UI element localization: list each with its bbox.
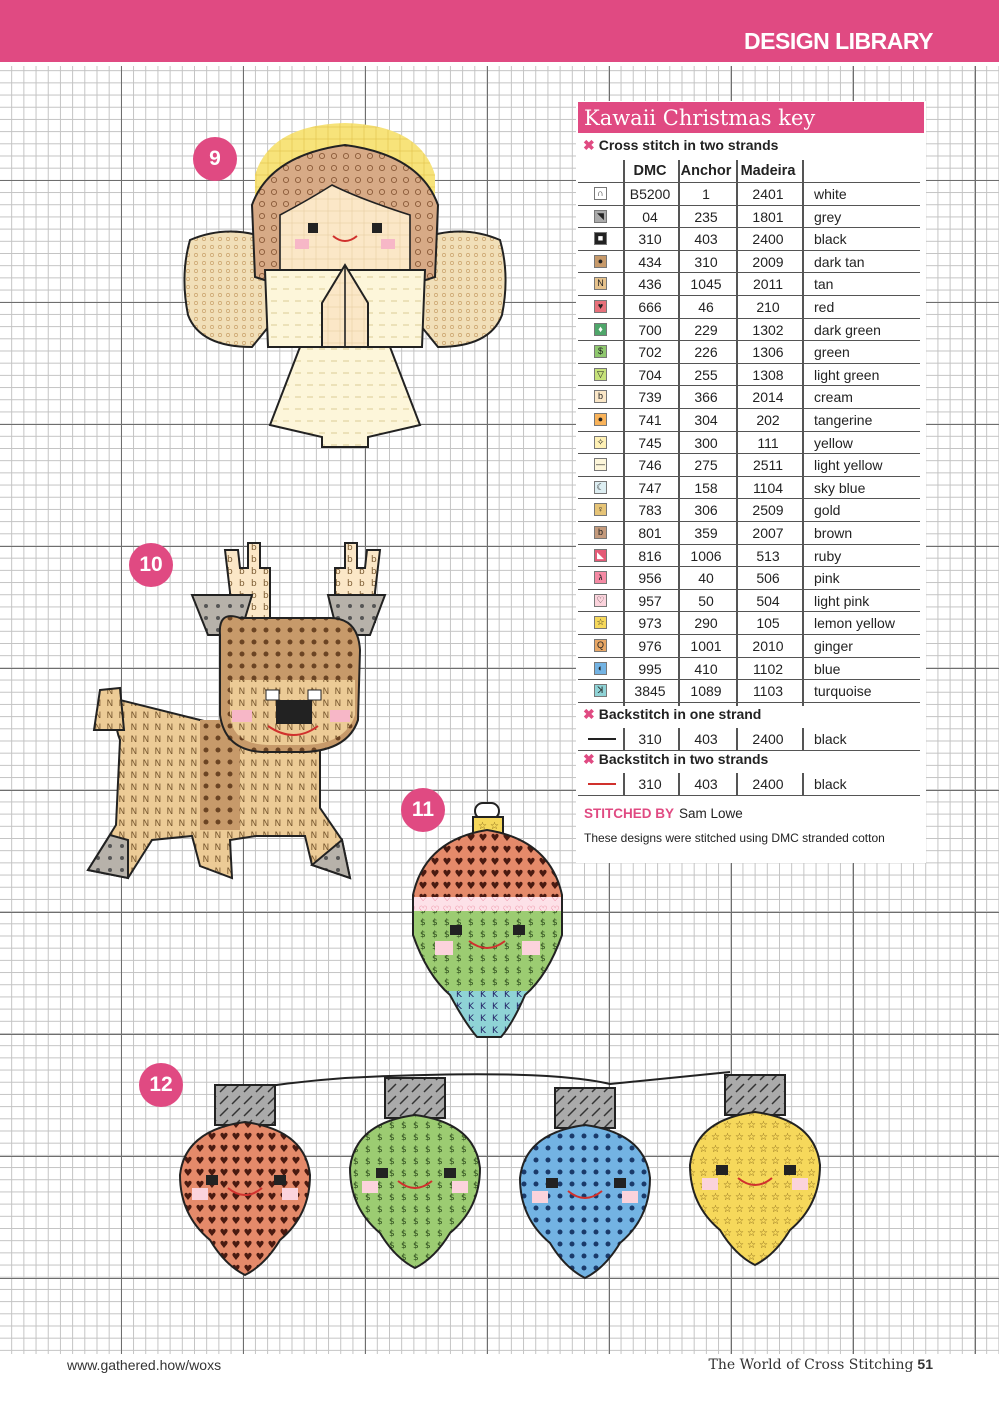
thread-row (578, 386, 920, 409)
thread-row (578, 228, 920, 251)
anchor-code: 1045 (690, 276, 722, 293)
thread-row (578, 409, 920, 432)
anchor-code: 304 (694, 412, 718, 428)
color-name: white (814, 186, 847, 202)
color-name: dark tan (814, 253, 865, 270)
anchor-code: 300 (694, 434, 718, 451)
color-name: black (814, 231, 847, 248)
design-number-badge: 9 (193, 137, 237, 181)
stitched-by-label: STITCHED BY (584, 806, 675, 821)
thread-row (578, 364, 920, 387)
dmc-code: 746 (638, 457, 662, 474)
color-name: ginger (814, 638, 853, 654)
thread-row (578, 522, 920, 545)
thread-symbol-icon: ♦ (594, 323, 607, 336)
madeira-code: 1306 (752, 344, 784, 361)
design-number-badge: 11 (401, 788, 445, 832)
thread-symbol-icon: ● (594, 255, 607, 268)
dmc-code: 956 (638, 570, 662, 587)
anchor-code: 1001 (690, 638, 722, 654)
madeira-code: 2007 (752, 525, 784, 541)
thread-row (578, 658, 920, 681)
footer-magazine (709, 1356, 933, 1373)
thread-row (578, 183, 920, 206)
madeira-code: 2511 (752, 457, 784, 474)
backstitch-one-row (578, 728, 920, 751)
header-banner (0, 0, 999, 62)
thread-symbol-icon: ◣ (594, 549, 607, 562)
thread-symbol-icon: ♥ (594, 300, 607, 313)
anchor-code: 226 (694, 344, 718, 361)
madeira-code: 1104 (752, 479, 784, 496)
thread-row (578, 251, 920, 274)
color-name: blue (814, 660, 841, 677)
madeira-code: 210 (756, 299, 780, 315)
madeira-code: 504 (756, 592, 780, 609)
madeira-code: 506 (756, 570, 780, 587)
color-name: green (814, 344, 850, 361)
color-name: brown (814, 525, 853, 541)
anchor-code: 366 (694, 389, 718, 406)
madeira-code: 2509 (752, 502, 784, 519)
thread-row (578, 635, 920, 658)
thread-row (578, 341, 920, 364)
thread-row (578, 319, 920, 342)
thread-row (578, 567, 920, 590)
madeira-code: 2400 (752, 776, 784, 792)
thread-symbol-icon: b (594, 390, 607, 403)
madeira-code: 1102 (752, 660, 784, 677)
thread-symbol-icon: $ (594, 345, 607, 358)
thread-row (578, 296, 920, 319)
color-name: gold (814, 502, 841, 519)
thread-symbol-icon: ♀ (594, 503, 607, 516)
color-name: light pink (814, 592, 870, 609)
dmc-code: 801 (638, 525, 662, 541)
thread-symbol-icon: ☆ (594, 616, 607, 629)
dmc-code: 666 (638, 299, 662, 315)
thread-symbol-icon: ▽ (594, 368, 607, 381)
dmc-code: 973 (638, 615, 662, 632)
anchor-code: 40 (698, 570, 714, 587)
thread-row (578, 454, 920, 477)
footer-url[interactable]: www.gathered.how/woxs (67, 1357, 222, 1373)
madeira-code: 1801 (752, 208, 784, 225)
anchor-code: 1 (702, 186, 710, 202)
thread-symbol-icon: ☾ (594, 481, 607, 494)
backstitch-two-row (578, 773, 920, 796)
thread-symbol-icon: Q (594, 639, 607, 652)
anchor-code: 275 (694, 457, 718, 474)
dmc-code: 3845 (634, 683, 666, 700)
thread-row (578, 680, 920, 703)
anchor-code: 235 (694, 208, 718, 225)
thread-note: These designs were stitched using DMC stranded cotton (584, 831, 885, 845)
color-name: ruby (814, 547, 842, 564)
cross-stitch-heading-label: Cross stitch in two strands (598, 137, 779, 153)
thread-symbol-icon: — (596, 459, 605, 470)
thread-row (578, 477, 920, 500)
madeira-column-header: Madeira (740, 163, 796, 179)
madeira-code: 2401 (752, 186, 784, 202)
thread-symbol-icon: ♡ (594, 594, 607, 607)
anchor-code: 310 (694, 253, 718, 270)
dmc-code: 310 (638, 776, 662, 792)
thread-symbol-icon: ג (594, 571, 607, 584)
anchor-code: 1006 (690, 547, 722, 564)
color-name: turquoise (814, 683, 872, 700)
dmc-code: 700 (638, 321, 662, 338)
backstitch-one-heading-label: Backstitch in one strand (598, 706, 762, 722)
dmc-code: 310 (638, 731, 662, 747)
anchor-code: 290 (694, 615, 718, 632)
thread-row (578, 206, 920, 229)
stitcher-name: Sam Lowe (679, 806, 743, 821)
thread-symbol-icon: ꓘ (594, 684, 607, 697)
color-name: tangerine (814, 412, 873, 428)
madeira-code: 2009 (752, 253, 784, 270)
anchor-column-header: Anchor (680, 163, 732, 179)
anchor-code: 50 (698, 592, 714, 609)
madeira-code: 111 (757, 434, 779, 451)
anchor-code: 1089 (690, 683, 722, 700)
anchor-code: 255 (694, 366, 718, 383)
key-header-row (578, 159, 920, 183)
anchor-code: 306 (694, 502, 718, 519)
dmc-code: 816 (638, 547, 662, 564)
dmc-code: 995 (638, 660, 662, 677)
thread-row (578, 432, 920, 455)
thread-symbol-icon: ✧ (594, 436, 607, 449)
color-name: pink (814, 570, 840, 587)
backstitch-two-heading (583, 751, 768, 768)
thread-row (578, 499, 920, 522)
color-name: tan (814, 276, 834, 293)
dmc-code: 704 (638, 366, 662, 383)
section-title: DESIGN LIBRARY (744, 28, 933, 54)
madeira-code: 1308 (752, 366, 784, 383)
design-number-badge: 10 (129, 543, 173, 587)
dmc-code: 702 (638, 344, 662, 361)
color-name: dark green (814, 321, 881, 338)
dmc-code: 310 (638, 231, 662, 248)
key-title: Kawaii Christmas key (578, 102, 924, 133)
dmc-code: 741 (638, 412, 662, 428)
thread-key-panel (576, 101, 926, 863)
dmc-code: 783 (638, 502, 662, 519)
color-name: black (814, 731, 847, 747)
backstitch-one-heading (583, 706, 761, 723)
color-name: red (814, 299, 835, 315)
design-number-badge: 12 (139, 1063, 183, 1107)
anchor-code: 410 (694, 660, 718, 677)
thread-symbol-icon: ◐ (594, 662, 607, 675)
anchor-code: 403 (694, 731, 718, 747)
anchor-code: 359 (694, 525, 718, 541)
dmc-code: 976 (638, 638, 662, 654)
thread-symbol-icon: b (594, 526, 607, 539)
color-name: cream (814, 389, 853, 406)
madeira-code: 2011 (752, 276, 784, 293)
madeira-code: 513 (756, 547, 780, 564)
anchor-code: 403 (694, 231, 718, 248)
anchor-code: 403 (694, 776, 718, 792)
thread-row (578, 273, 920, 296)
anchor-code: 46 (698, 299, 714, 315)
thread-symbol-icon: N (594, 277, 607, 290)
madeira-code: 202 (756, 412, 780, 428)
color-name: yellow (814, 434, 853, 451)
color-name: sky blue (814, 479, 866, 496)
bauble-motif (405, 795, 570, 1045)
cross-stitch-heading (583, 137, 778, 154)
madeira-code: 1103 (752, 683, 784, 700)
stitched-by-credit (584, 806, 743, 821)
thread-symbol-icon: ∩ (594, 187, 607, 200)
reindeer-motif (80, 540, 395, 885)
madeira-code: 2400 (752, 731, 784, 747)
fairy-lights-motif (170, 1070, 840, 1300)
anchor-code: 229 (694, 321, 718, 338)
dmc-code: 747 (638, 479, 662, 496)
cross-icon: ✖ (583, 751, 595, 767)
cross-icon: ✖ (583, 706, 595, 722)
madeira-code: 2010 (752, 638, 784, 654)
page-number: 51 (917, 1356, 933, 1372)
color-name: black (814, 776, 847, 792)
dmc-code: 957 (638, 592, 662, 609)
thread-symbol-icon: ◥ (594, 210, 607, 223)
madeira-code: 2014 (752, 389, 784, 406)
cross-icon: ✖ (583, 137, 595, 153)
dmc-code: B5200 (629, 186, 671, 202)
madeira-code: 105 (756, 615, 780, 632)
anchor-code: 158 (694, 479, 718, 496)
thread-symbol-icon: ● (594, 413, 607, 426)
dmc-code: 434 (638, 253, 662, 270)
thread-row (578, 612, 920, 635)
color-name: lemon yellow (814, 615, 895, 632)
backstitch-two-heading-label: Backstitch in two strands (598, 751, 769, 767)
thread-row (578, 545, 920, 568)
madeira-code: 1302 (752, 321, 784, 338)
color-name: light green (814, 366, 880, 383)
dmc-code: 436 (638, 276, 662, 293)
color-name: light yellow (814, 457, 883, 474)
dmc-code: 739 (638, 389, 662, 406)
dmc-column-header: DMC (633, 163, 667, 179)
color-name: grey (814, 208, 842, 225)
thread-row (578, 590, 920, 613)
thread-symbol-icon: ■ (594, 232, 607, 245)
madeira-code: 2400 (752, 231, 784, 248)
dmc-code: 04 (642, 208, 658, 225)
magazine-name: The World of Cross Stitching (708, 1357, 914, 1373)
dmc-code: 745 (638, 434, 662, 451)
